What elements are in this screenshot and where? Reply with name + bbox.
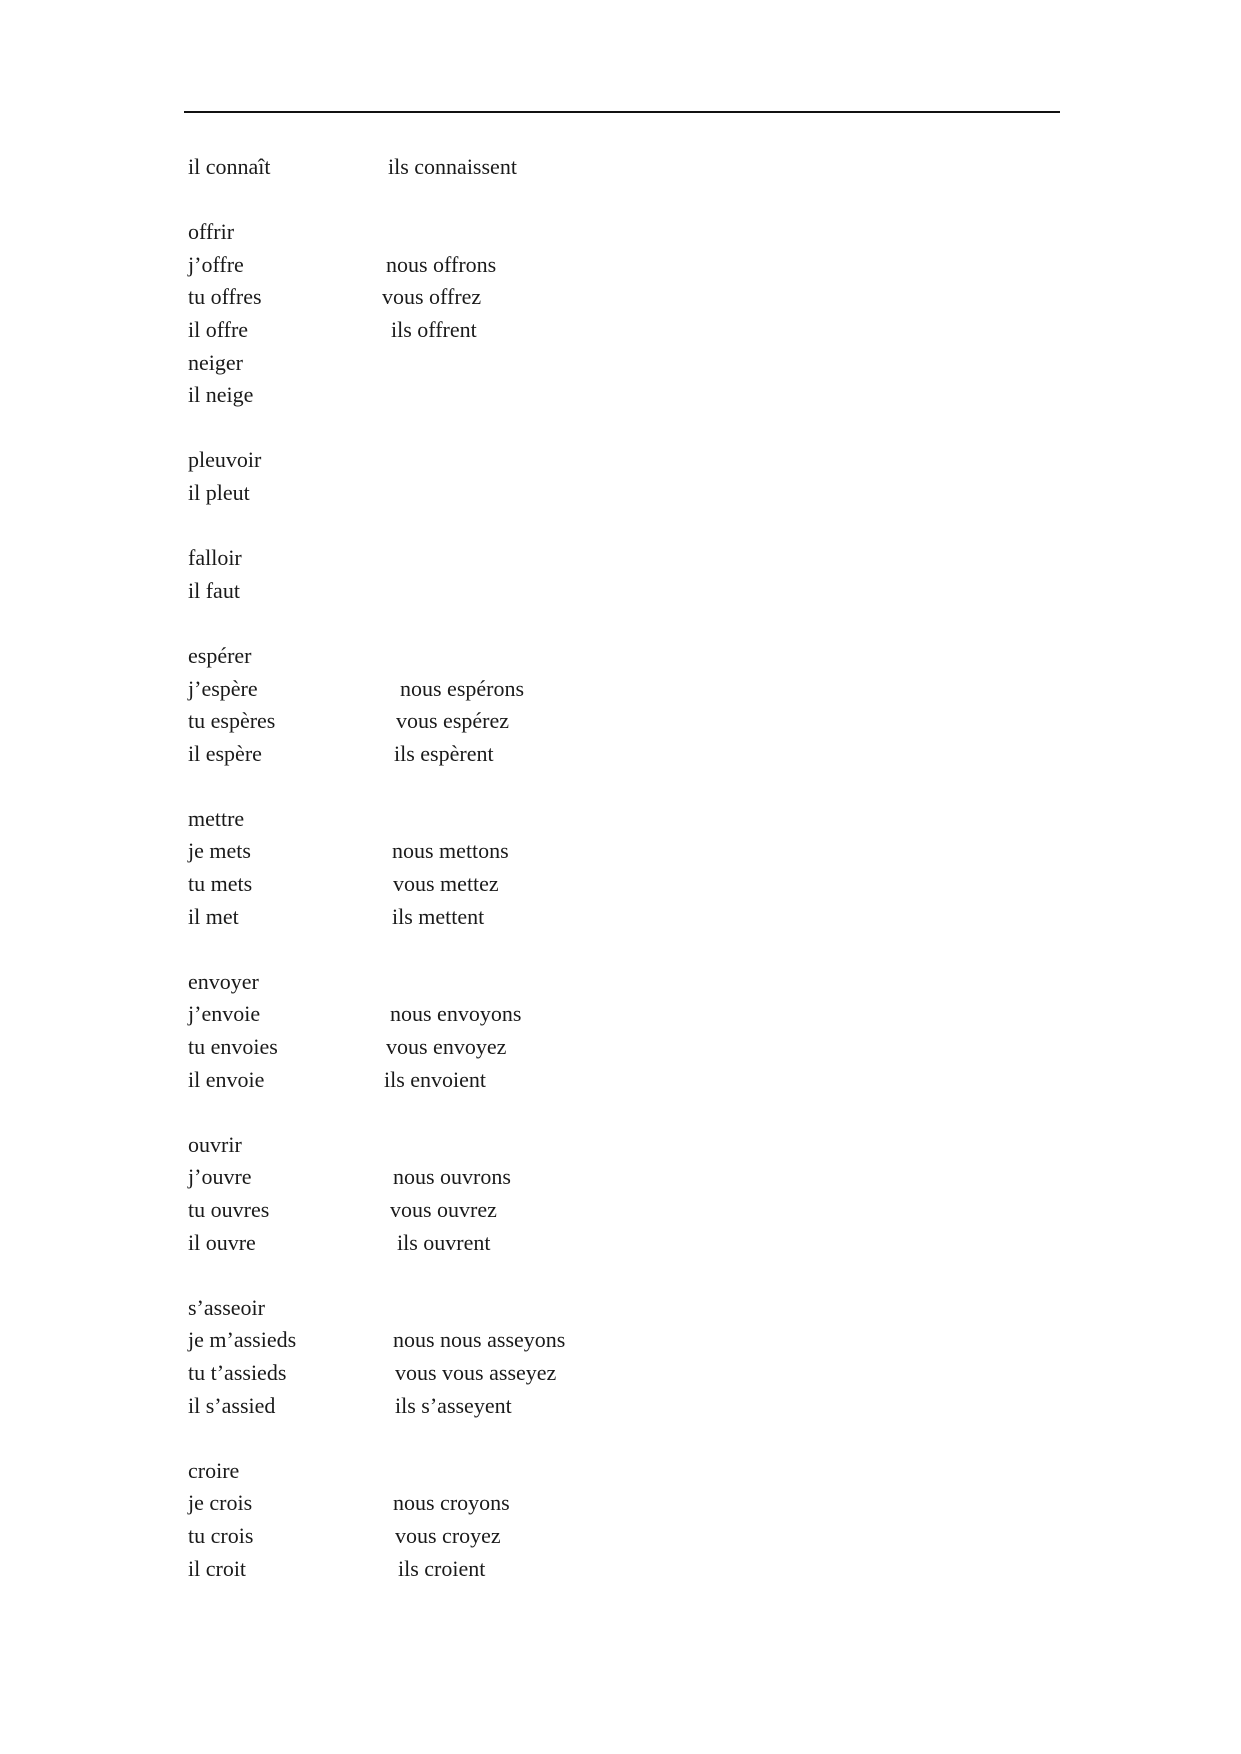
plural-form: ils mettent — [392, 903, 485, 929]
singular-form: il pleut — [188, 479, 250, 505]
singular-form: j’envoie — [188, 1001, 261, 1027]
singular-form: croire — [188, 1457, 240, 1483]
conjugation-row — [188, 998, 1048, 1031]
conjugation-row — [188, 1031, 1048, 1064]
singular-form: je m’assieds — [188, 1327, 297, 1353]
verb-heading — [188, 379, 1048, 412]
verb-heading — [188, 477, 1048, 510]
plural-form: nous nous asseyons — [393, 1327, 566, 1353]
plural-form: ils envoient — [384, 1066, 487, 1092]
conjugation-row — [188, 1227, 1048, 1260]
conjugation-row — [188, 1520, 1048, 1553]
conjugation-row — [188, 281, 1048, 314]
blank-line — [188, 607, 1048, 640]
conjugation-row — [188, 835, 1048, 868]
singular-form: j’espère — [188, 675, 258, 701]
singular-form: il croit — [188, 1555, 247, 1581]
plural-form: ils croient — [398, 1555, 486, 1581]
verb-heading — [188, 1292, 1048, 1325]
verb-heading — [188, 640, 1048, 673]
plural-form: vous espérez — [396, 708, 510, 734]
blank-line — [188, 1422, 1048, 1455]
conjugation-row — [188, 1064, 1048, 1097]
singular-form: tu offres — [188, 284, 262, 310]
blank-line — [188, 1259, 1048, 1292]
plural-form: vous croyez — [395, 1522, 501, 1548]
verb-heading — [188, 444, 1048, 477]
plural-form: nous croyons — [393, 1490, 510, 1516]
plural-form: ils connaissent — [388, 154, 517, 179]
blank-line — [188, 510, 1048, 543]
verb-heading — [188, 966, 1048, 999]
conjugation-row — [188, 901, 1048, 934]
plural-form: vous mettez — [393, 871, 499, 897]
singular-form: tu t’assieds — [188, 1359, 287, 1385]
blank-line — [188, 1096, 1048, 1129]
plural-form: ils espèrent — [394, 740, 494, 766]
singular-form: il met — [188, 903, 239, 929]
plural-form: nous offrons — [386, 251, 497, 277]
plural-form: vous ouvrez — [390, 1197, 497, 1222]
singular-form: il envoie — [188, 1066, 265, 1092]
conjugation-row — [188, 1161, 1048, 1194]
singular-form: neiger — [188, 349, 243, 375]
conjugation-row — [188, 1553, 1048, 1586]
singular-form: espérer — [188, 642, 252, 668]
plural-form: vous offrez — [382, 284, 482, 310]
plural-form: ils offrent — [391, 316, 477, 342]
conjugation-row — [188, 1324, 1048, 1357]
singular-form: offrir — [188, 219, 235, 245]
singular-form: il s’assied — [188, 1392, 276, 1418]
singular-form: tu ouvres — [188, 1197, 270, 1222]
singular-form: ouvrir — [188, 1131, 242, 1157]
singular-form: tu crois — [188, 1522, 254, 1548]
conjugation-row — [188, 1357, 1048, 1390]
singular-form: j’ouvre — [188, 1164, 252, 1190]
plural-form: nous ouvrons — [393, 1164, 511, 1190]
conjugation-row — [188, 249, 1048, 282]
singular-form: tu mets — [188, 871, 253, 897]
conjugation-row — [188, 314, 1048, 347]
verb-heading — [188, 1129, 1048, 1162]
singular-form: je mets — [188, 838, 251, 864]
plural-form: nous espérons — [400, 675, 525, 701]
blank-line — [188, 933, 1048, 966]
blank-line — [188, 184, 1048, 217]
plural-form: nous envoyons — [390, 1001, 522, 1027]
singular-form: j’offre — [188, 251, 244, 277]
singular-form: je crois — [188, 1490, 253, 1516]
plural-form: ils s’asseyent — [395, 1392, 512, 1418]
conjugation-row — [188, 868, 1048, 901]
plural-form: ils ouvrent — [397, 1229, 491, 1255]
conjugation-row — [188, 151, 1048, 184]
singular-form: il ouvre — [188, 1229, 256, 1255]
conjugation-row — [188, 1390, 1048, 1423]
conjugation-row — [188, 738, 1048, 771]
plural-form: vous vous asseyez — [395, 1359, 557, 1385]
blank-line — [188, 412, 1048, 445]
verb-heading — [188, 575, 1048, 608]
verb-heading — [188, 542, 1048, 575]
singular-form: il neige — [188, 382, 254, 408]
singular-form: tu envoies — [188, 1034, 278, 1060]
singular-form: pleuvoir — [188, 447, 262, 473]
singular-form: il connaît — [188, 154, 271, 179]
verb-heading — [188, 216, 1048, 249]
plural-form: nous mettons — [392, 838, 509, 864]
conjugation-row — [188, 705, 1048, 738]
conjugation-row — [188, 1487, 1048, 1520]
singular-form: il faut — [188, 577, 240, 603]
conjugation-row — [188, 673, 1048, 706]
verb-heading — [188, 347, 1048, 380]
singular-form: il espère — [188, 740, 262, 766]
header-rule — [184, 111, 1060, 113]
singular-form: il offre — [188, 316, 249, 342]
verb-heading — [188, 803, 1048, 836]
singular-form: falloir — [188, 545, 242, 571]
conjugation-list — [188, 151, 1048, 1585]
conjugation-row — [188, 1194, 1048, 1227]
plural-form: vous envoyez — [386, 1034, 507, 1060]
singular-form: mettre — [188, 805, 245, 831]
verb-heading — [188, 1455, 1048, 1488]
singular-form: tu espères — [188, 708, 276, 734]
singular-form: s’asseoir — [188, 1294, 265, 1320]
singular-form: envoyer — [188, 968, 259, 994]
blank-line — [188, 770, 1048, 803]
